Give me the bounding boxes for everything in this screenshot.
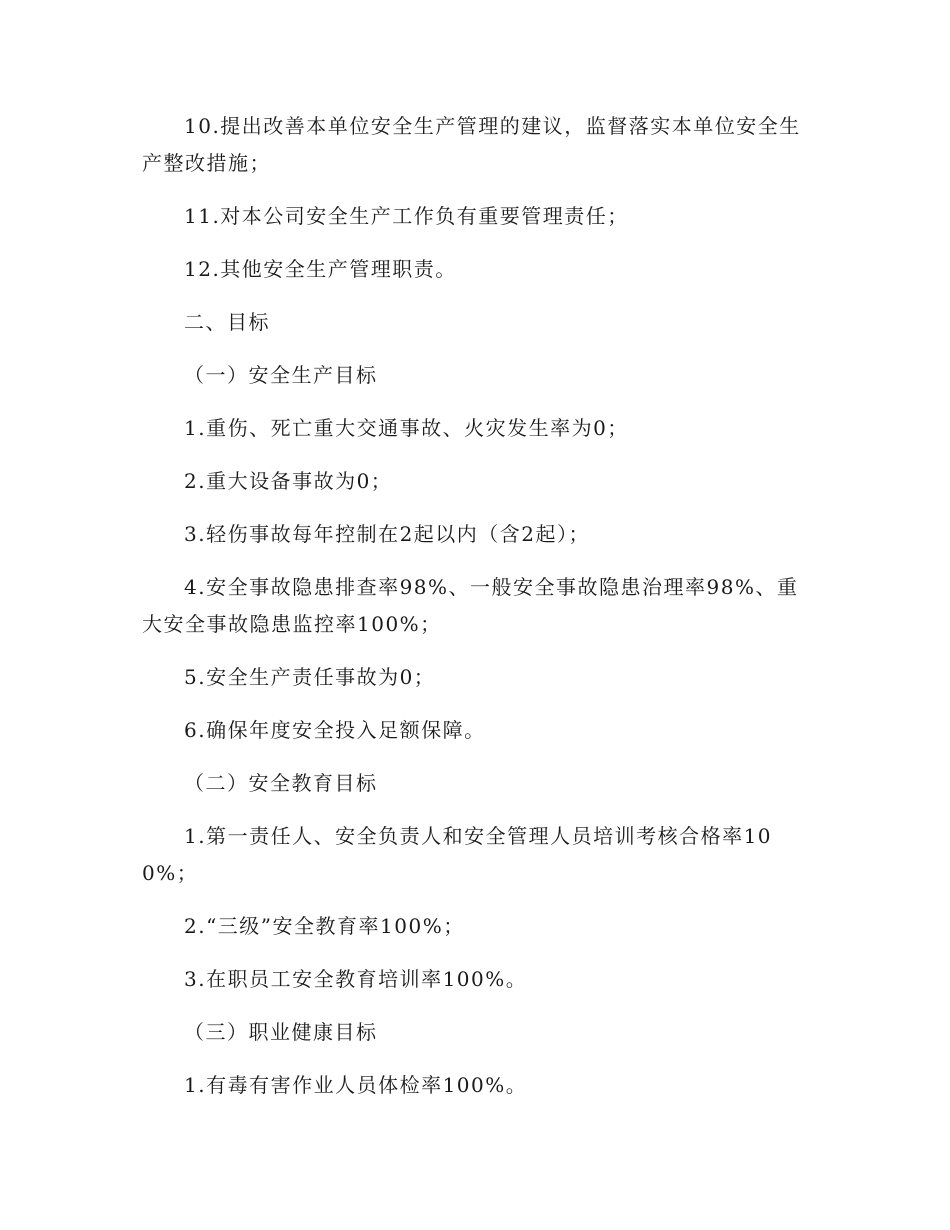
paragraph-item-11: 11.对本公司安全生产工作负有重要管理责任； — [184, 204, 629, 228]
goal-item-2: 2.重大设备事故为0； — [184, 469, 393, 493]
goal-item-6: 6.确保年度安全投入足额保障。 — [184, 718, 486, 742]
goal-item-1: 1.重伤、死亡重大交通事故、火灾发生率为0； — [184, 416, 629, 440]
subsection-heading-safety-education: （二）安全教育目标 — [184, 771, 378, 795]
section-heading-goals: 二、目标 — [184, 310, 270, 334]
education-item-3: 3.在职员工安全教育培训率100%。 — [184, 967, 528, 991]
paragraph-item-12: 12.其他安全生产管理职责。 — [184, 257, 457, 281]
education-item-1: 1.第一责任人、安全负责人和安全管理人员培训考核合格率100%； — [142, 824, 773, 885]
goal-item-3: 3.轻伤事故每年控制在2起以内（含2起）； — [184, 522, 591, 546]
goal-item-5: 5.安全生产责任事故为0； — [184, 665, 436, 689]
education-item-2: 2.“三级”安全教育率100%； — [184, 914, 465, 938]
subsection-heading-occupational-health: （三）职业健康目标 — [184, 1020, 378, 1044]
health-item-1: 1.有毒有害作业人员体检率100%。 — [184, 1073, 528, 1097]
subsection-heading-safety-production: （一）安全生产目标 — [184, 363, 378, 387]
paragraph-item-10: 10.提出改善本单位安全生产管理的建议，监督落实本单位安全生产整改措施； — [142, 114, 801, 175]
document-body — [142, 108, 807, 1120]
goal-item-4: 4.安全事故隐患排查率98%、一般安全事故隐患治理率98%、重大安全事故隐患监控率100%； — [142, 575, 799, 636]
